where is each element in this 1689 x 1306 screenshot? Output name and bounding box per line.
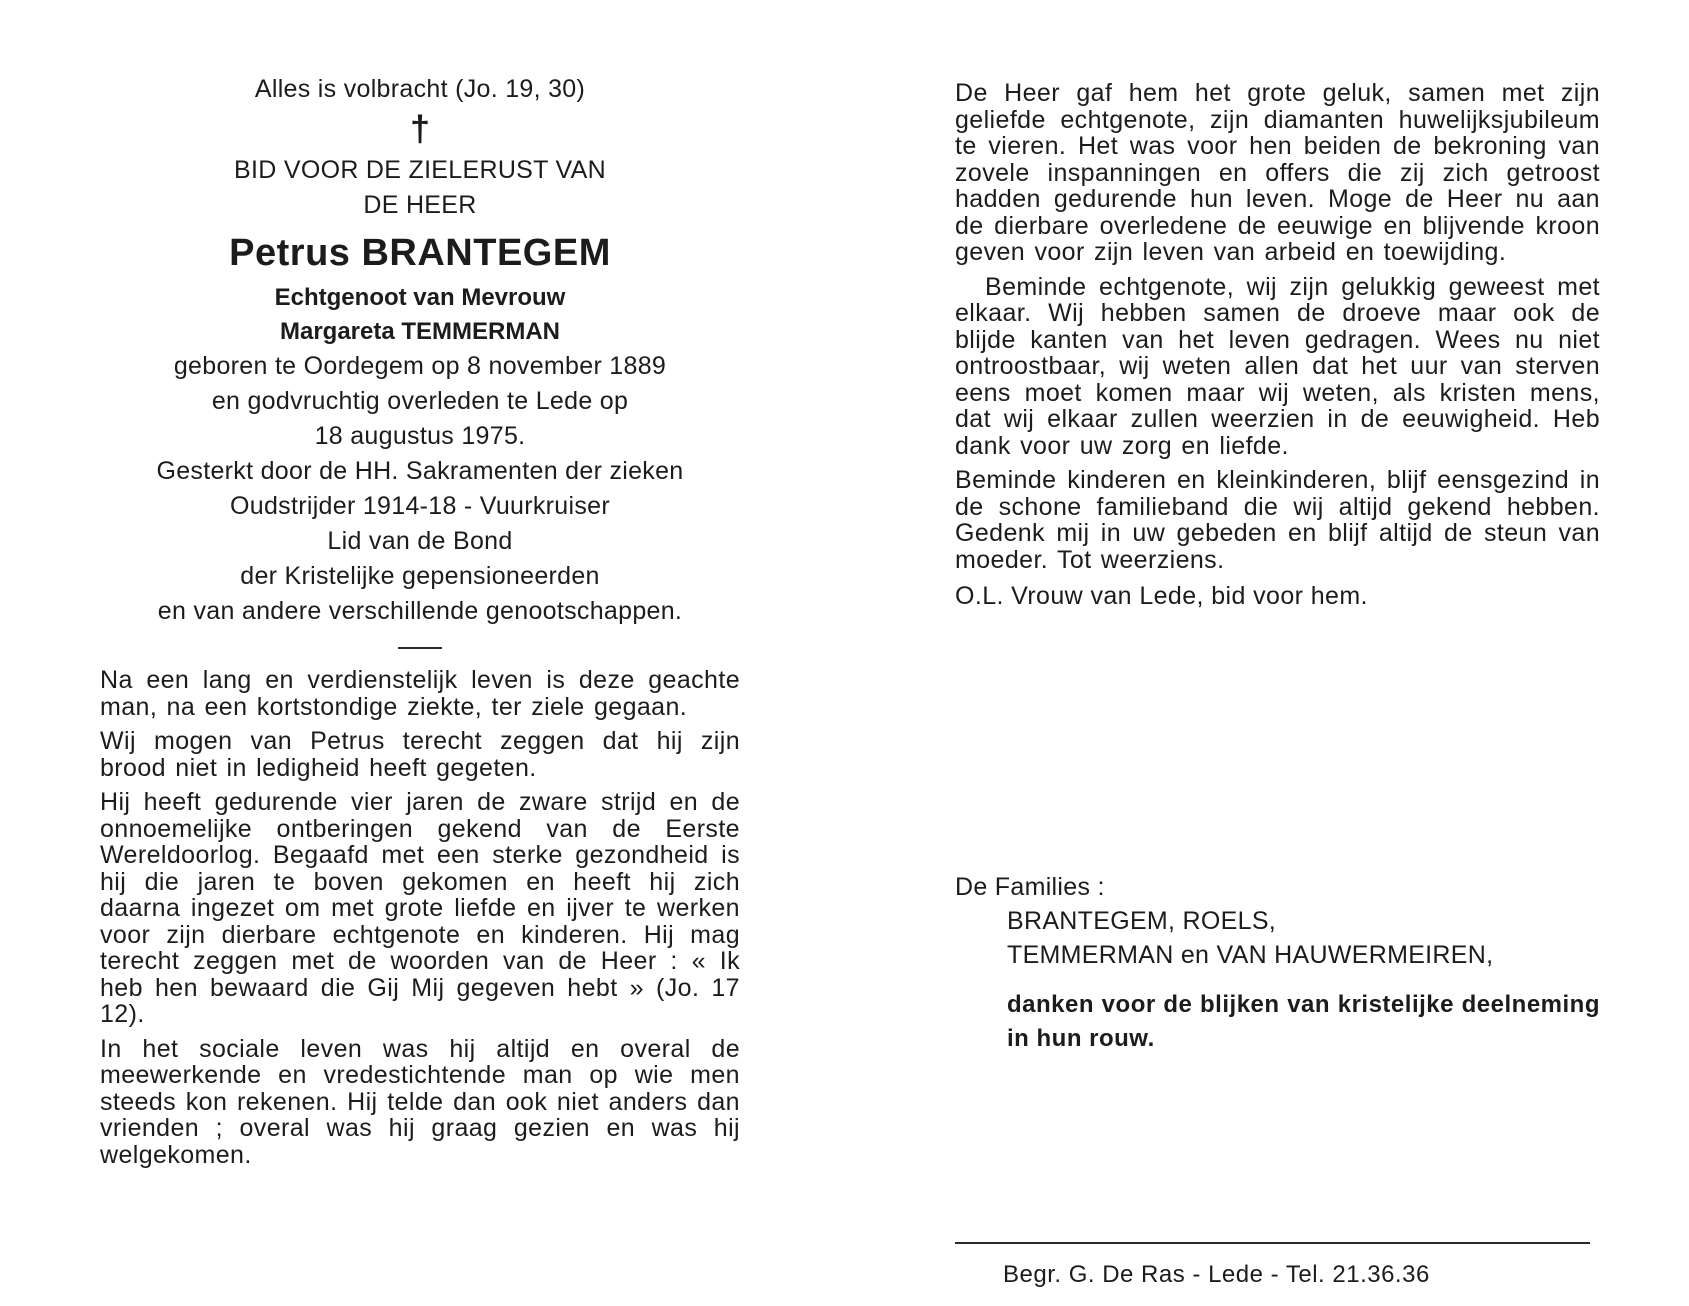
spouse-line-2: Margareta TEMMERMAN [279, 318, 561, 345]
thanks-text: danken voor de blijken van kristelijke deelneming in hun rouw. [1007, 991, 1600, 1052]
cross-icon: † [409, 108, 431, 149]
family-names-2: TEMMERMAN en VAN HAUWERMEIREN, [1007, 941, 1494, 969]
detail-birth: geboren te Oordegem op 8 november 1889 [173, 352, 667, 380]
left-paragraph-2: Wij mogen van Petrus terecht zeggen dat hij zijn brood niet in ledigheid heeft gegeten. [100, 727, 740, 782]
right-paragraph-3: Beminde kinderen en kleinkinderen, blijf eensgezind in de schone familieband die wij altijd gekend hebben. Gedenk mij in uw gebeden en blijf altijd de steun van moeder. Tot weerziens. [955, 466, 1600, 574]
left-column [100, 72, 740, 1176]
closing-prayer: O.L. Vrouw van Lede, bid voor hem. [955, 582, 1368, 610]
families-label: De Families : [955, 873, 1105, 901]
right-paragraph-1: De Heer gaf hem het grote geluk, samen met zijn geliefde echtgenote, zijn diamanten huwelijksjubileum te vieren. Het was voor hen beiden de bekroning van zovele inspanningen en offers die zij zich getroost hadden gedurende hun leven. Moge de Heer nu aan de dierbare overledene de eeuwige en blijvende kroon geven voor zijn leven van arbeid en toewijding. [955, 79, 1600, 266]
detail-other-societies: en van andere verschillende genootschappen. [157, 597, 683, 625]
pray-line: BID VOOR DE ZIELERUST VAN [234, 156, 606, 184]
detail-veteran: Oudstrijder 1914-18 - Vuurkruiser [230, 492, 610, 520]
family-names-1: BRANTEGEM, ROELS, [1007, 907, 1277, 935]
detail-association: der Kristelijke gepensioneerden [240, 562, 600, 590]
title-line: DE HEER [363, 191, 477, 219]
left-paragraph-1: Na een lang en verdienstelijk leven is deze geachte man, na een kortstondige ziekte, ter ziele gegaan. [100, 666, 740, 721]
left-paragraph-3: Hij heeft gedurende vier jaren de zware strijd en de onnoemelijke ontberingen gekend van de Eerste Wereldoorlog. Begaafd met een sterke gezondheid is hij die jaren te boven gekomen en heeft hij zich daarna ingezet om met grote liefde en ijver te werken voor zijn dierbare echtgenote en kinderen. Hij mag terecht zeggen met de woorden van de Heer : « Ik heb hen bewaard die Gij Mij gegeven hebt » (Jo. 17 12). [100, 788, 740, 1028]
deceased-name: Petrus BRANTEGEM [229, 232, 611, 274]
footer-rule [955, 1242, 1590, 1244]
detail-sacraments: Gesterkt door de HH. Sakramenten der zieken [156, 457, 684, 485]
printer-footer: Begr. G. De Ras - Lede - Tel. 21.36.36 [1003, 1261, 1430, 1288]
spouse-line-1: Echtgenoot van Mevrouw [274, 284, 566, 311]
left-paragraph-4: In het sociale leven was hij altijd en overal de meewerkende en vredestichtende man op wie men steeds kon rekenen. Hij telde dan ook niet anders dan vrienden ; overal was hij graag gezien en was hij welgekomen. [100, 1034, 740, 1169]
right-column [955, 79, 1600, 1288]
families-block [955, 870, 1600, 1056]
divider [398, 647, 442, 649]
right-paragraph-2: Beminde echtgenote, wij zijn gelukkig geweest met elkaar. Wij hebben samen de droeve maar ook de blijde kanten van het leven gedragen. Wees nu niet ontroostbaar, wij weten allen dat het uur van sterven eens moet komen maar wij weten, als kristen mens, dat wij elkaar zullen weerzien in de eeuwigheid. Heb dank voor uw zorg en liefde. [955, 272, 1600, 460]
detail-death-date: 18 augustus 1975. [314, 422, 526, 450]
detail-member: Lid van de Bond [327, 527, 513, 555]
detail-death: en godvruchtig overleden te Lede op [211, 387, 629, 415]
bible-motto: Alles is volbracht (Jo. 19, 30) [254, 75, 586, 103]
